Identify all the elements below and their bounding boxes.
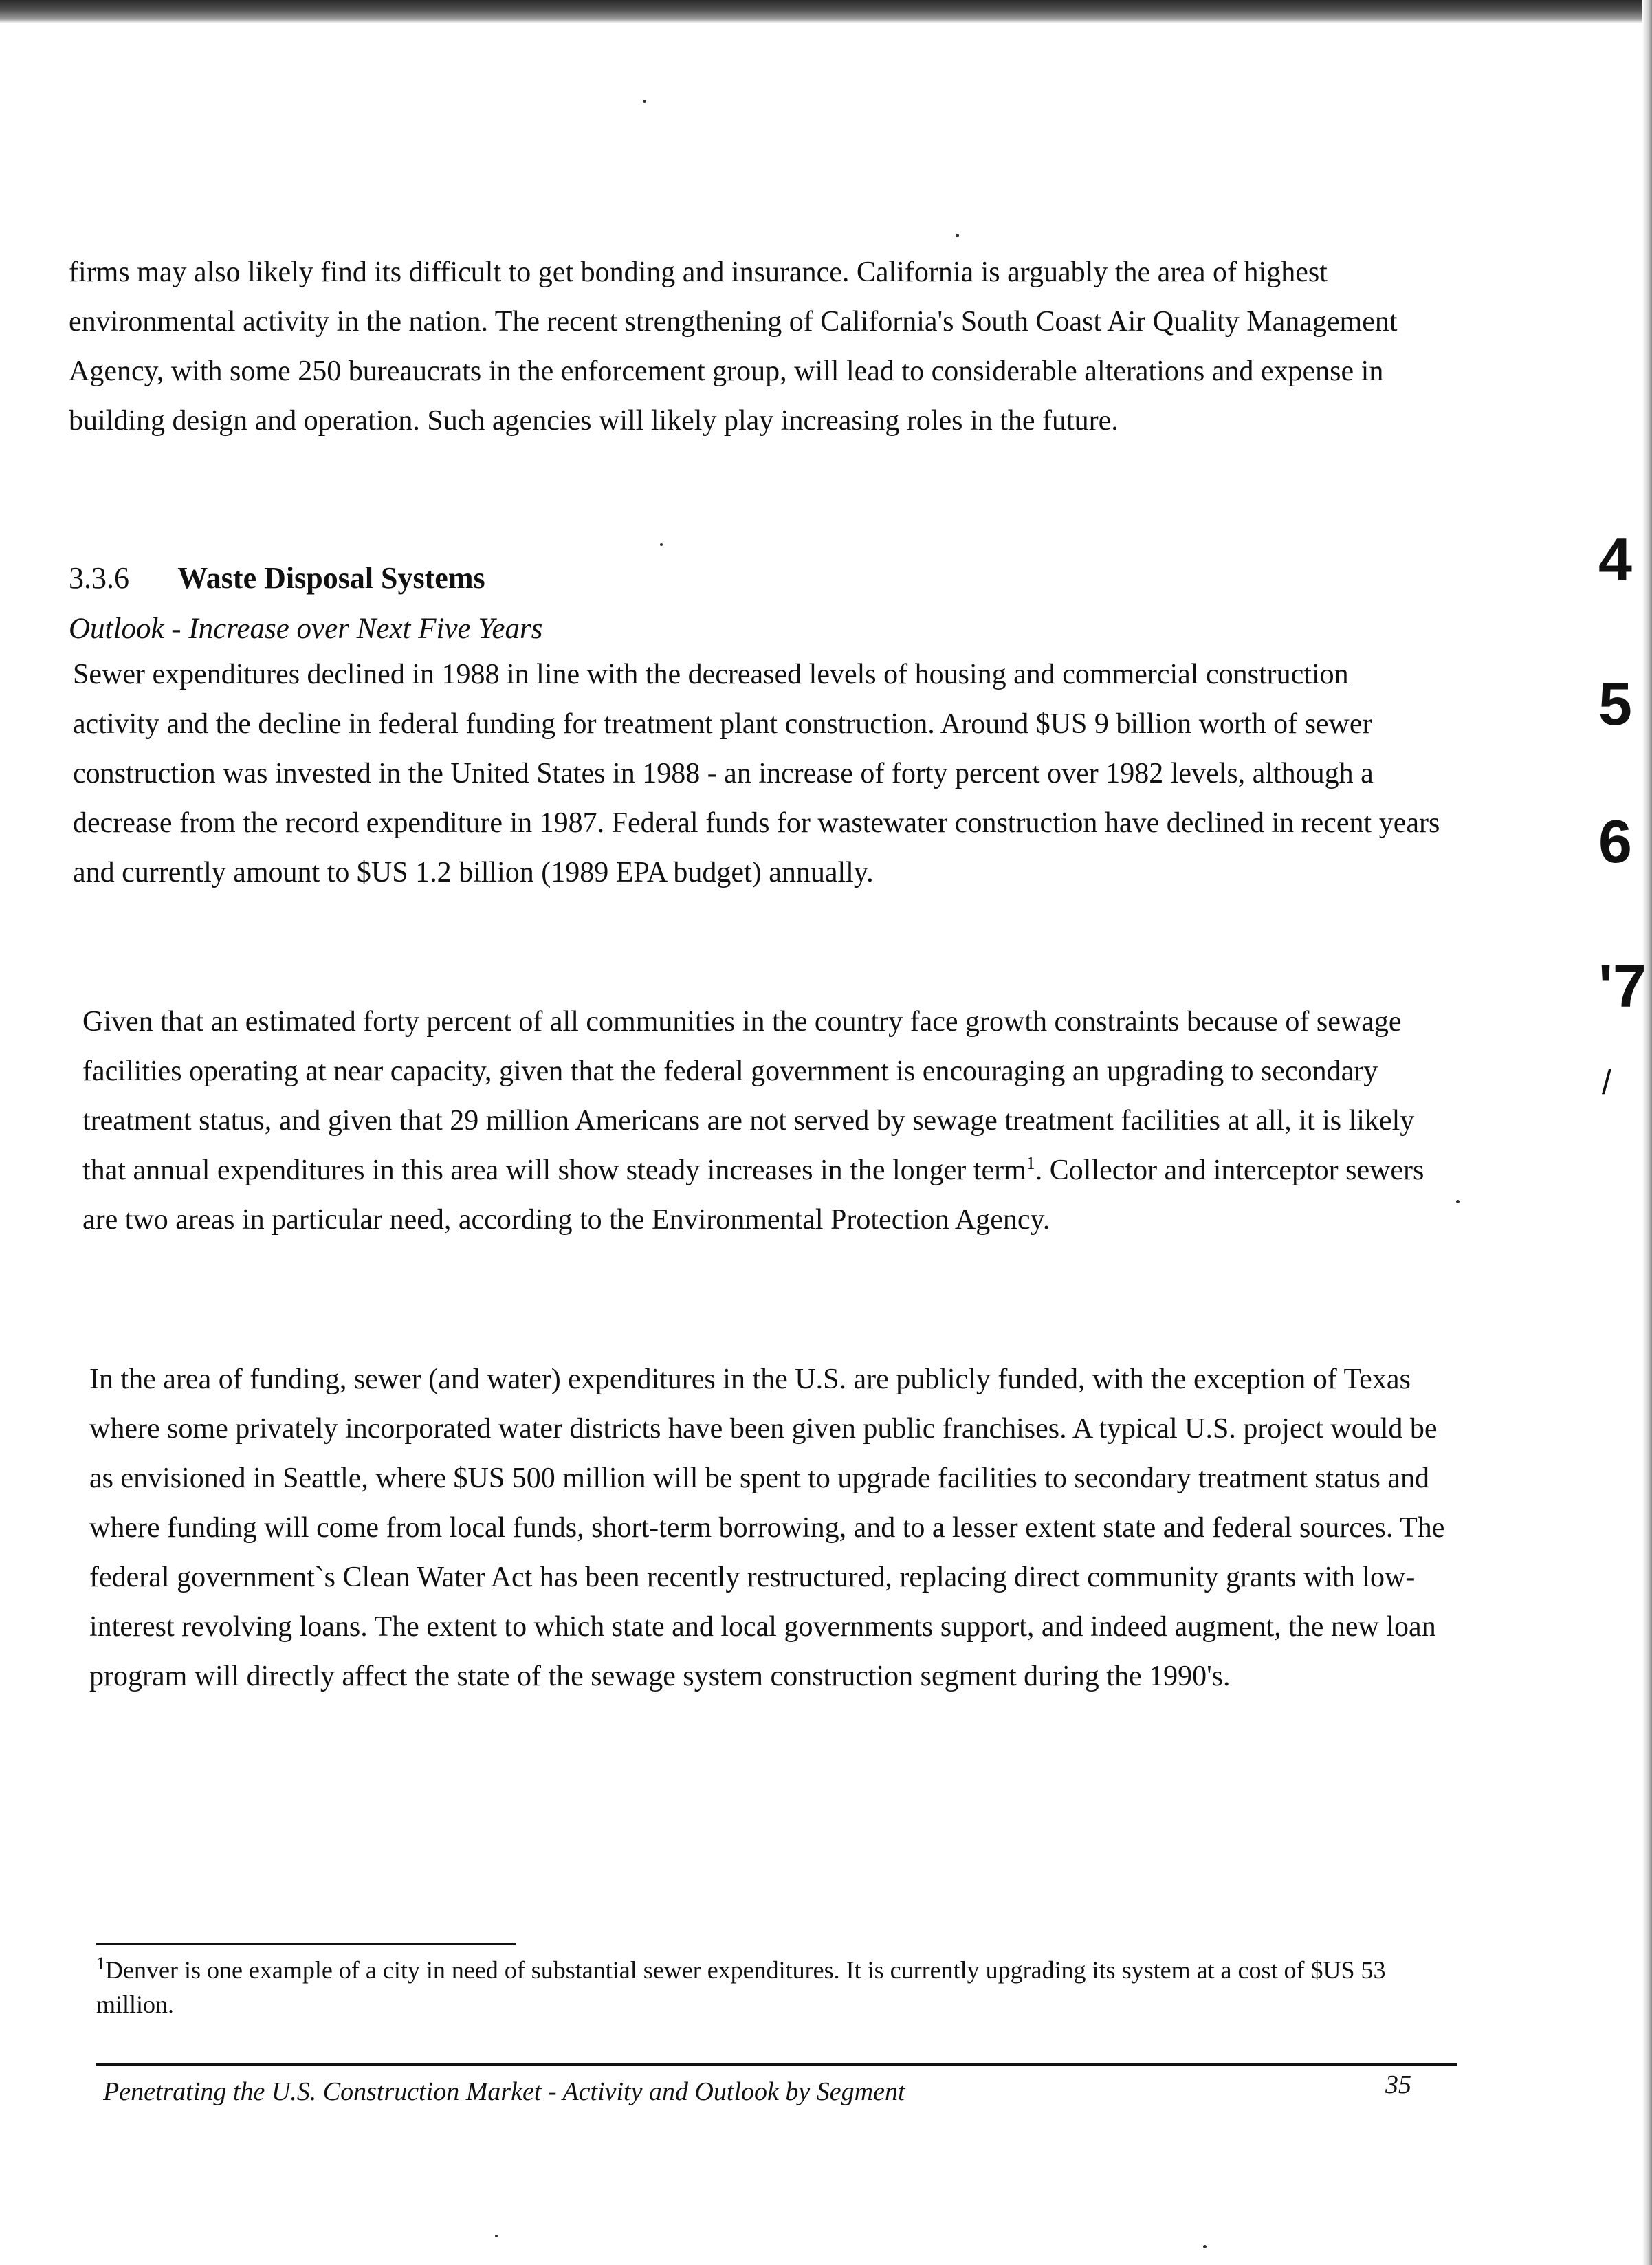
paragraph-growth-text-end: . Collector and interceptor sewers are two areas in particular need, according to the Environmental Protection Agency. [82, 1155, 1424, 1236]
page-number: 35 [1385, 2070, 1411, 2099]
footer-title: Penetrating the U.S. Construction Market - Activity and Outlook by Segment [103, 2077, 905, 2106]
scan-speck [1456, 1200, 1460, 1203]
scan-speck [1203, 2245, 1207, 2248]
section-subtitle: Outlook - Increase over Next Five Years [69, 613, 543, 645]
index-tab-6: 6 [1598, 807, 1632, 875]
footnote-text: Denver is one example of a city in need of substantial sewer expenditures. It is currently upgrading its system at a cost of $US 53 million. [96, 1956, 1386, 2018]
scan-speck [643, 100, 646, 103]
paragraph-growth-text: Given that an estimated forty percent of all communities in the country face growth constraints because of sewage facilities operating at near capacity, given that the federal government is encouraging an upgrading to secondary treatment status, and given that 29 million Americans are not served by sewage treatment facilities at all, it is likely that annual expenditures in this area will show steady increases in the longer term [82, 1006, 1415, 1186]
scan-speck [495, 2235, 498, 2237]
paragraph-intro: firms may also likely find its difficult to get bonding and insurance. California is arguably the area of highest environmental activity in the nation. The recent strengthening of California's South Coast Air Quality Management Agency, with some 250 bureaucrats in the enforcement group, will lead to considerable alterations and expense in building design and operation. Such agencies will likely play increasing roles in the future. [69, 256, 1398, 437]
scan-edge-right [1642, 0, 1652, 2265]
section-title: Waste Disposal Systems [177, 561, 485, 595]
index-tab-7: '7 [1598, 952, 1647, 1020]
index-tab-4: 4 [1598, 525, 1632, 593]
footnote-divider [96, 1943, 516, 1945]
index-tab-slash: / [1602, 1063, 1611, 1102]
scan-speck [660, 543, 663, 546]
footnote-marker: 1 [96, 1954, 105, 1973]
footer-divider [96, 2063, 1457, 2066]
section-heading [69, 560, 485, 595]
scan-edge-top [0, 0, 1652, 23]
scan-speck [956, 234, 959, 237]
section-number: 3.3.6 [69, 561, 129, 595]
footnote-reference: 1 [1026, 1153, 1035, 1173]
footnote [96, 1953, 1444, 2022]
paragraph-growth-constraints [82, 997, 1451, 1245]
paragraph-funding: In the area of funding, sewer (and water) expenditures in the U.S. are publicly funded, with the exception of Texas where some privately incorporated water districts have been given public franchises. A typical U.S. project would be as envisioned in Seattle, where $US 500 million will be spent to upgrade facilities to secondary treatment status and where funding will come from local funds, short-term borrowing, and to a lesser extent state and federal sources. The federal government`s Clean Water Act has been recently restructured, replacing direct community grants with low-interest revolving loans. The extent to which state and local governments support, and indeed augment, the new loan program will directly affect the state of the sewage system construction segment during the 1990's. [89, 1364, 1445, 1692]
index-tab-5: 5 [1598, 670, 1632, 738]
paragraph-sewer-expenditures: Sewer expenditures declined in 1988 in line with the decreased levels of housing and commercial construction activity and the decline in federal funding for treatment plant construction. Around $US 9 billion worth of sewer construction was invested in the United States in 1988 - an increase of forty percent over 1982 levels, although a decrease from the record expenditure in 1987. Federal funds for wastewater construction have declined in recent years and currently amount to $US 1.2 billion (1989 EPA budget) annually. [73, 659, 1440, 888]
